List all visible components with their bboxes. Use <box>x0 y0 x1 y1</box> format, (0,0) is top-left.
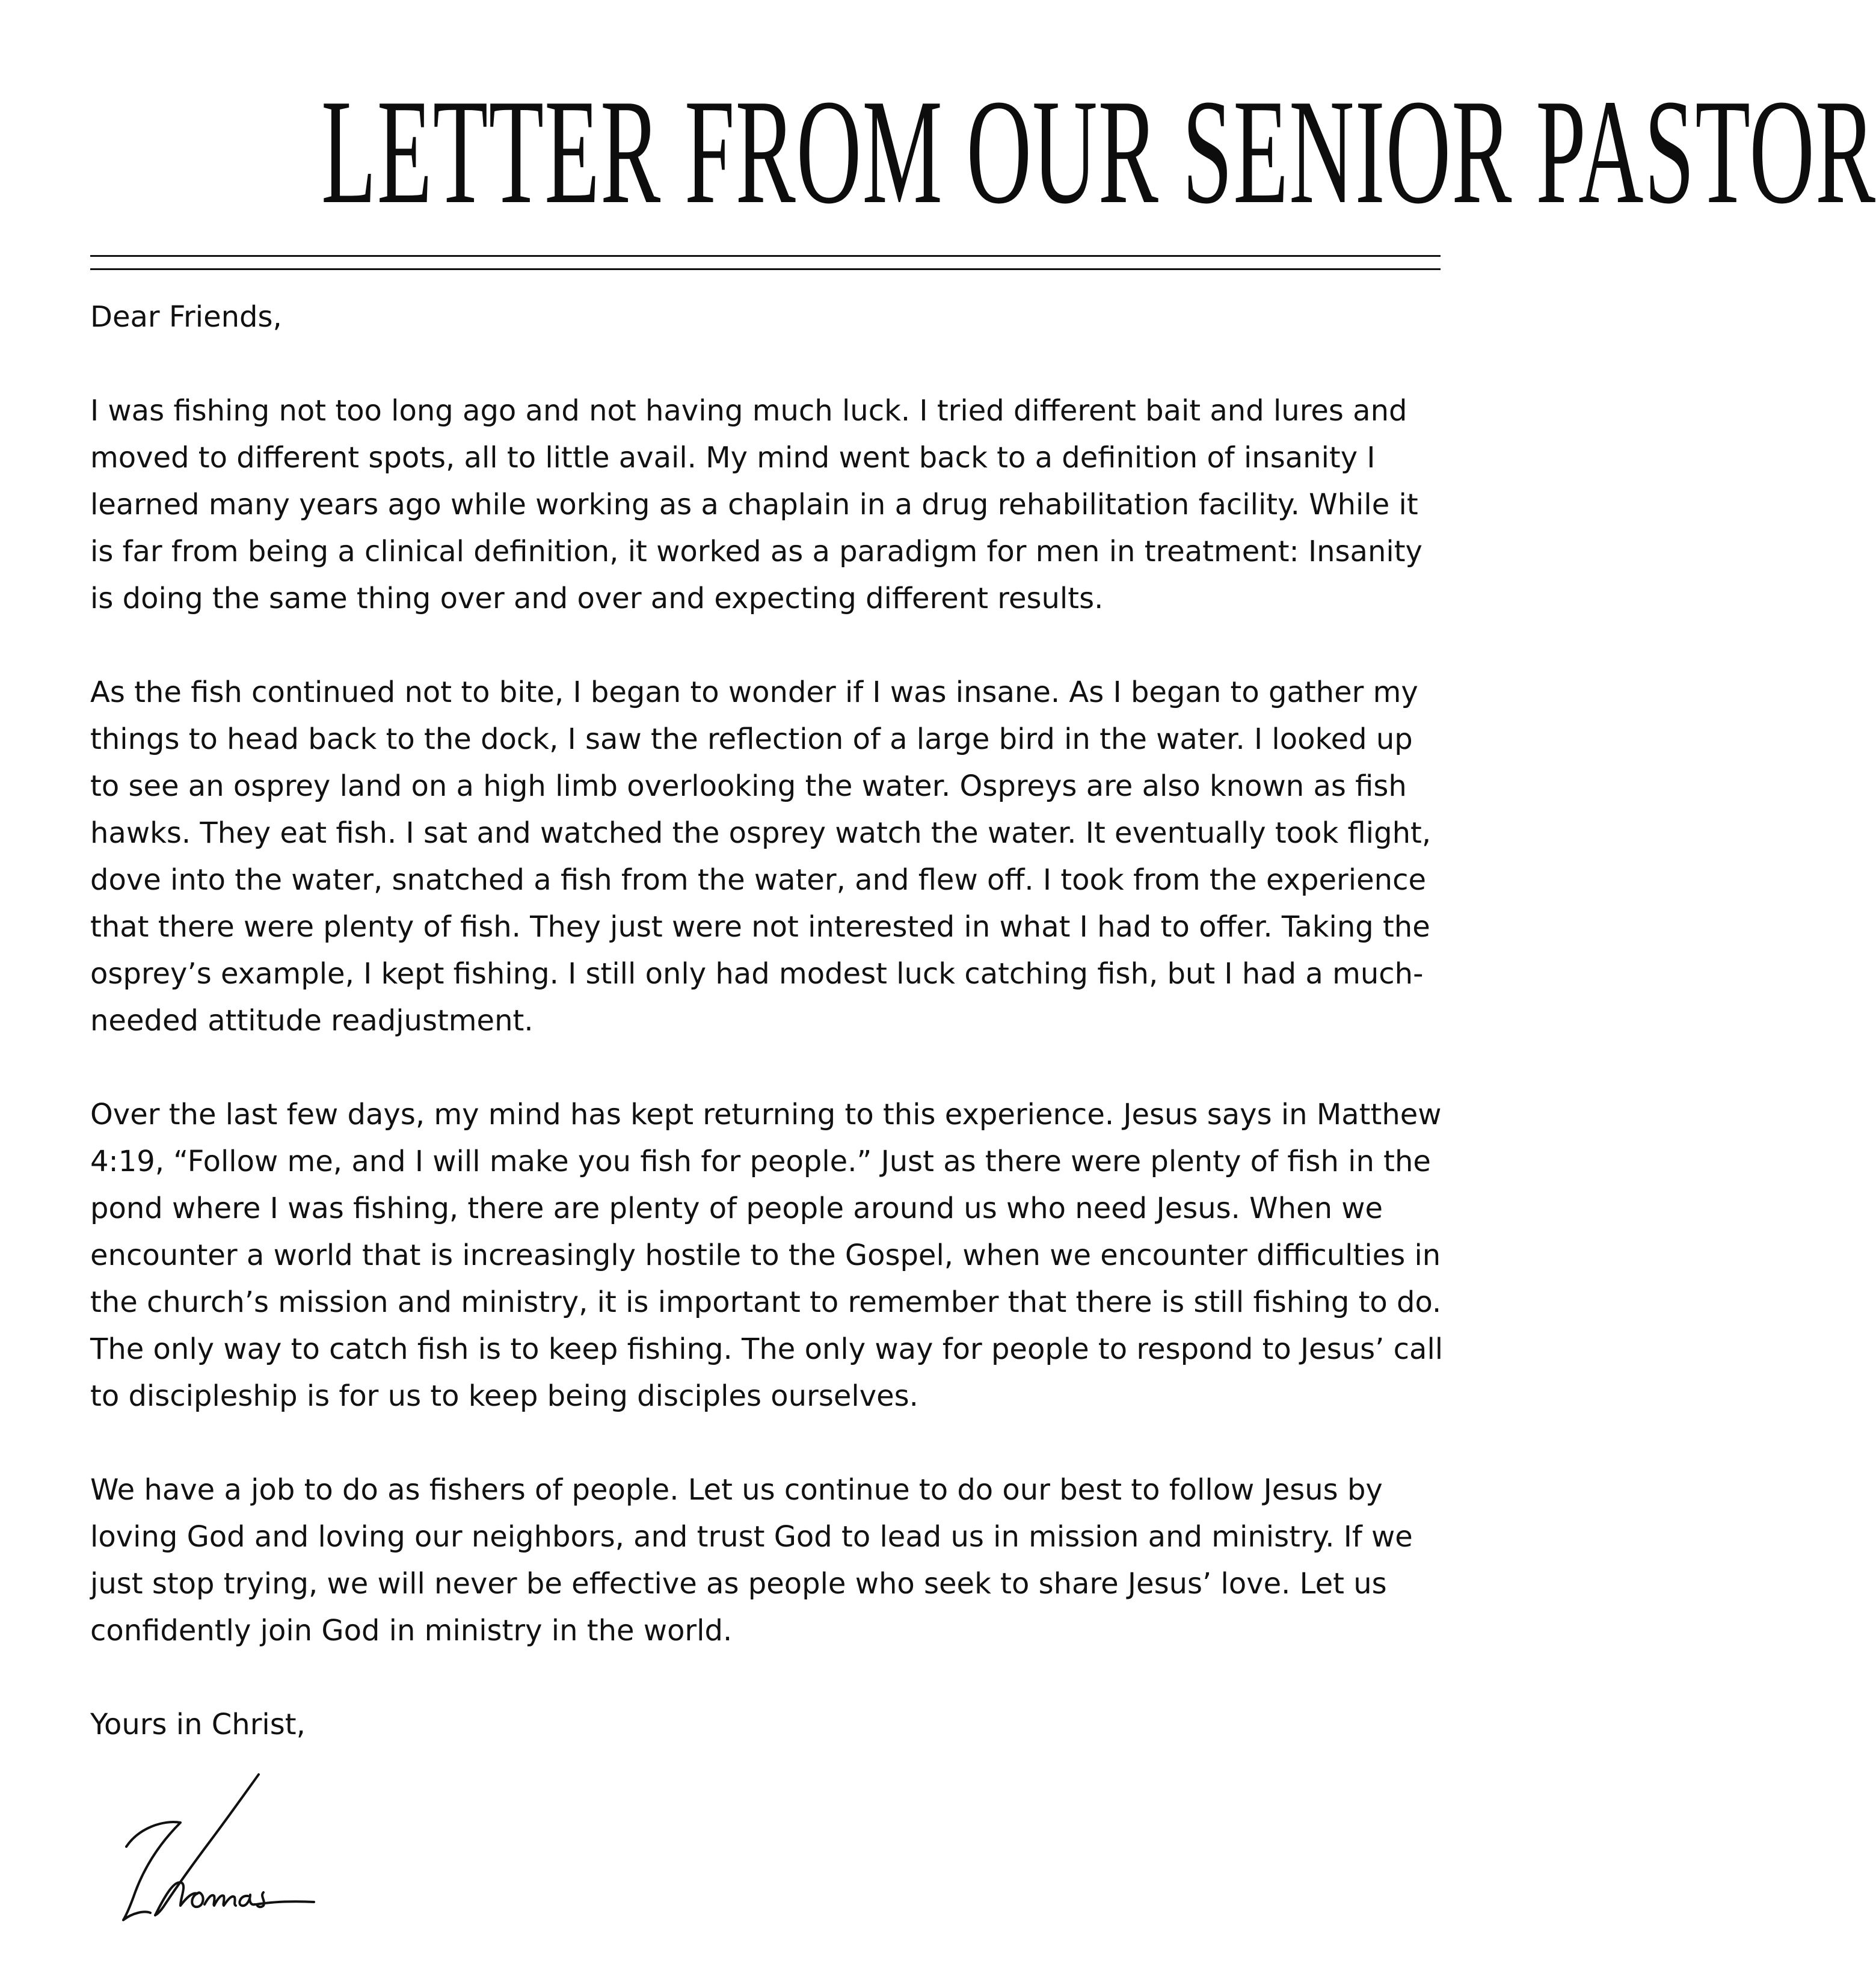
paragraph-osprey: As the fish continued not to bite, I began to wonder if I was insane. As I began to gather my things to head back to the dock, I saw the reflection of a large bird in the water. I looked up to see an osprey land on a high limb overlooking the water. Ospreys are also known as fish hawks. They eat fish. I sat and watched the osprey watch the water. It eventually took flight, dove into the water, snatched a fish from the water, and flew off. I took from the experience that there were plenty of fish. They just were not interested in what I had to offer. Taking the osprey’s example, I kept fishing. I still only had modest luck catching fish, but I had a much-needed attitude readjustment. <box>90 676 1432 1038</box>
salutation: Dear Friends, <box>90 300 282 334</box>
letter-body <box>90 294 1450 1748</box>
paragraph-matthew: Over the last few days, my mind has kept returning to this experience. Jesus says in Matthew 4:19, “Follow me, and I will make you fish for people.” Just as there were plenty of fish in the pond where I was fishing, there are plenty of people around us who need Jesus. When we encounter a world that is increasingly hostile to the Gospel, when we encounter difficulties in the church’s mission and ministry, it is important to remember that there is still fishing to do. The only way to catch fish is to keep fishing. The only way for people to respond to Jesus’ call to discipleship is for us to keep being disciples ourselves. <box>90 1098 1444 1413</box>
closing: Yours in Christ, <box>90 1708 306 1741</box>
letter-title: LETTER FROM OUR SENIOR PASTOR <box>321 69 1876 235</box>
title-divider-top <box>90 255 1441 257</box>
signature <box>90 1762 319 1931</box>
paragraph-fishers-of-people: We have a job to do as fishers of people. Let us continue to do our best to follow Jesus by loving God and loving our neighbors, and trust God to lead us in mission and ministry. If we just stop trying, we will never be effective as people who seek to share Jesus’ love. Let us confidently join God in ministry in the world. <box>90 1473 1413 1648</box>
title-divider-bottom <box>90 268 1441 270</box>
paragraph-fishing: I was fishing not too long ago and not having much luck. I tried different bait and lures and moved to different spots, all to little avail. My mind went back to a definition of insanity I learned many years ago while working as a chaplain in a drug rehabilitation facility. While it is far from being a clinical definition, it worked as a paradigm for men in treatment: Insanity is doing the same thing over and over and expecting different results. <box>90 394 1422 615</box>
